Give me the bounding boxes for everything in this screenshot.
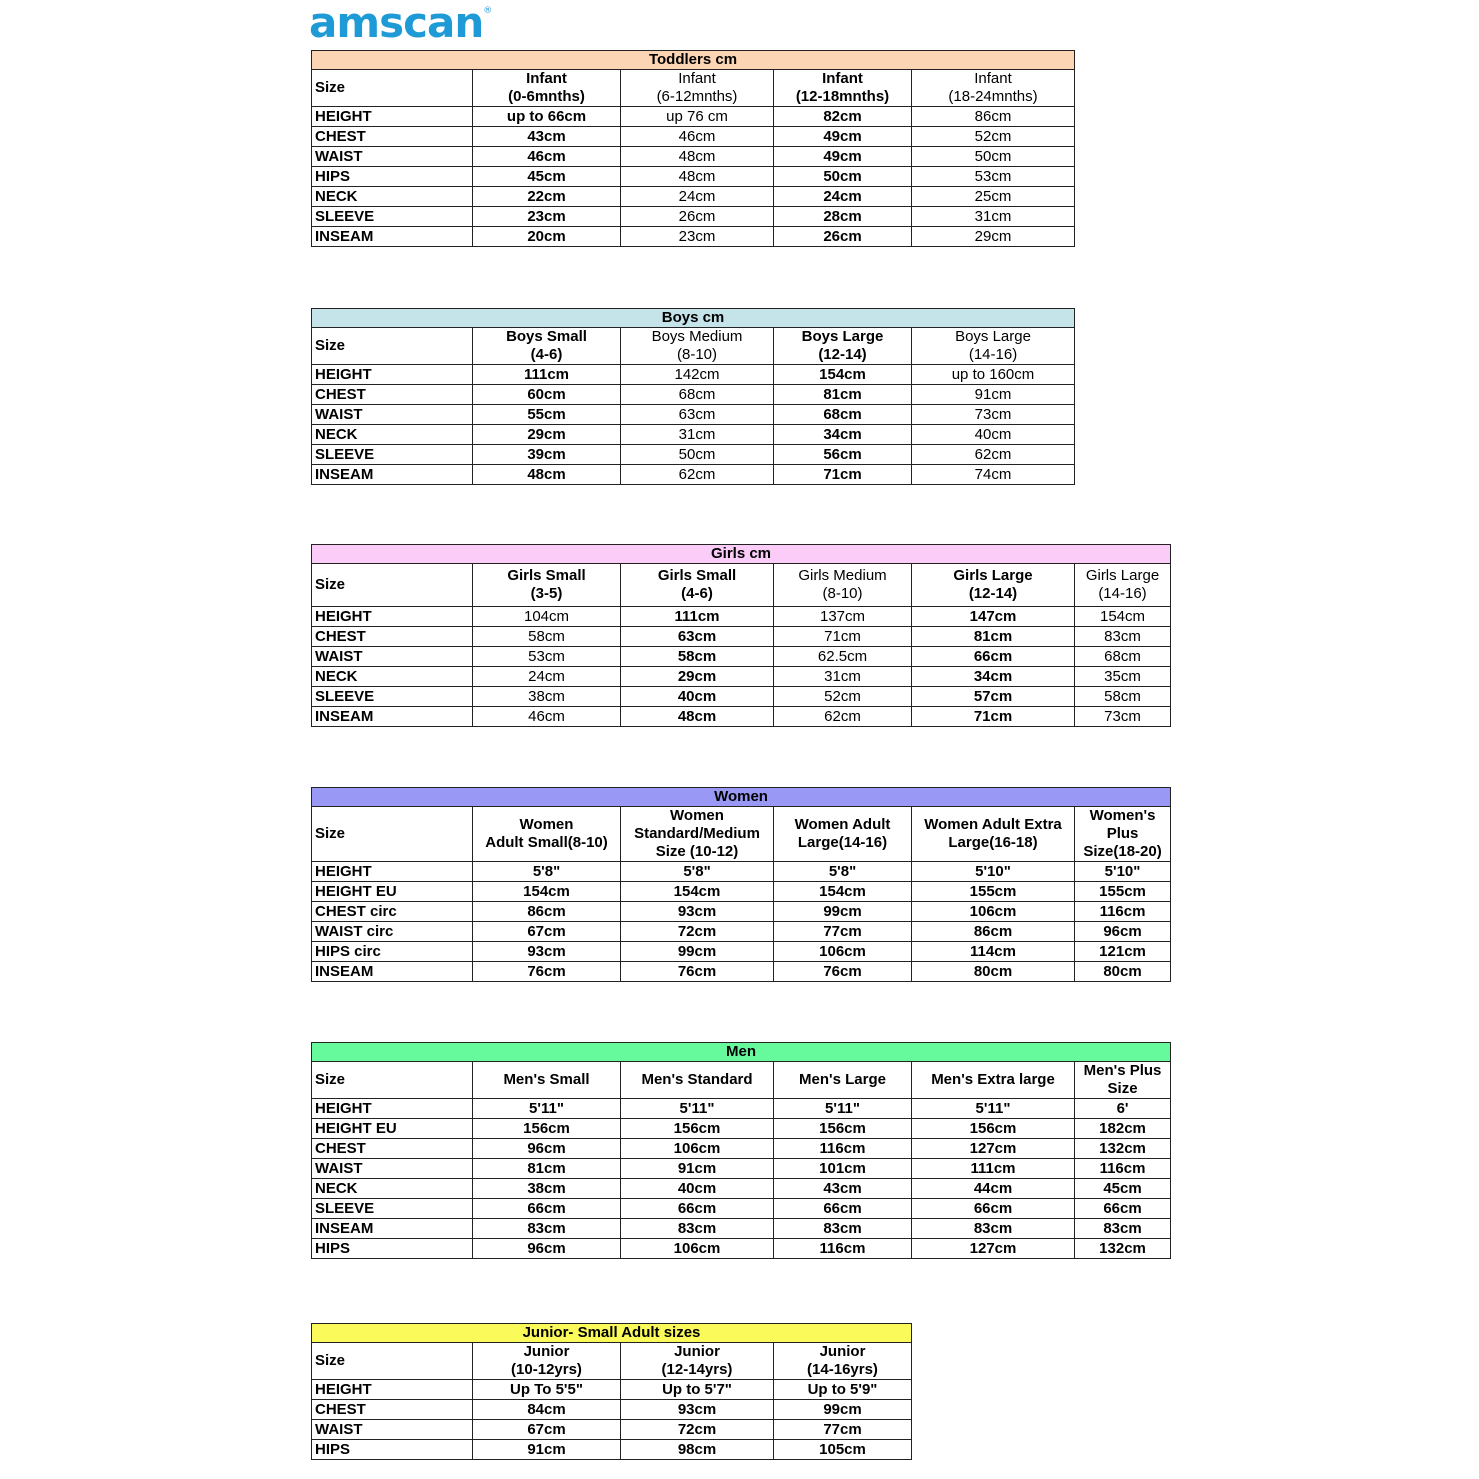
measurement-value: 76cm [473,962,621,982]
measurement-value: Up to 5'7" [621,1380,774,1400]
size-column-label: Size [312,564,473,607]
measurement-value: 93cm [621,902,774,922]
measurement-value: 86cm [912,107,1075,127]
men-table-title: Men [312,1043,1171,1062]
measurement-value: 5'8" [621,862,774,882]
measurement-label: HEIGHT [312,862,473,882]
boys-size-table [311,308,1075,485]
boys-table-title: Boys cm [312,309,1075,328]
measurement-value: 5'8" [473,862,621,882]
measurement-value: 5'11" [473,1099,621,1119]
measurement-value: 24cm [621,187,774,207]
measurement-value: 25cm [912,187,1075,207]
measurement-value: 66cm [912,1199,1075,1219]
measurement-value: 66cm [912,647,1075,667]
measurement-value: 76cm [774,962,912,982]
measurement-value: 5'11" [912,1099,1075,1119]
measurement-value: 26cm [621,207,774,227]
measurement-label: HIPS [312,167,473,187]
girls-table-title: Girls cm [312,545,1171,564]
size-header: Men's Large [774,1062,912,1099]
measurement-value: 5'11" [774,1099,912,1119]
measurement-value: 127cm [912,1139,1075,1159]
measurement-value: 52cm [774,687,912,707]
measurement-value: 116cm [1075,902,1171,922]
measurement-value: 106cm [621,1239,774,1259]
amscan-logo [309,0,491,47]
size-header: Women Standard/Medium Size (10-12) [621,807,774,862]
measurement-label: WAIST [312,1420,473,1440]
measurement-value: 84cm [473,1400,621,1420]
size-column-label: Size [312,1343,473,1380]
measurement-value: 38cm [473,1179,621,1199]
measurement-label: SLEEVE [312,1199,473,1219]
measurement-value: 106cm [621,1139,774,1159]
measurement-value: up to 66cm [473,107,621,127]
measurement-row [312,465,1075,485]
measurement-row [312,1400,912,1420]
measurement-value: 83cm [473,1219,621,1239]
measurement-value: 49cm [774,127,912,147]
measurement-value: 43cm [473,127,621,147]
measurement-value: 156cm [774,1119,912,1139]
measurement-value: 86cm [473,902,621,922]
measurement-value: up 76 cm [621,107,774,127]
measurement-value: 29cm [912,227,1075,247]
measurement-label: HEIGHT [312,1380,473,1400]
measurement-value: Up to 5'9" [774,1380,912,1400]
measurement-value: 91cm [912,385,1075,405]
measurement-row [312,1420,912,1440]
measurement-row [312,1179,1171,1199]
measurement-row [312,882,1171,902]
size-header: Men's Standard [621,1062,774,1099]
measurement-value: 52cm [912,127,1075,147]
measurement-value: 68cm [774,405,912,425]
measurement-row [312,942,1171,962]
measurement-row [312,127,1075,147]
size-header: Boys Large (14-16) [912,328,1075,365]
junior-table-title: Junior- Small Adult sizes [312,1324,912,1343]
measurement-value: 91cm [621,1159,774,1179]
measurement-value: 24cm [774,187,912,207]
measurement-value: 116cm [774,1139,912,1159]
measurement-row [312,107,1075,127]
measurement-value: 68cm [621,385,774,405]
measurement-label: HEIGHT EU [312,1119,473,1139]
measurement-value: 29cm [621,667,774,687]
measurement-label: INSEAM [312,465,473,485]
measurement-value: 156cm [621,1119,774,1139]
measurement-value: 111cm [621,607,774,627]
measurement-value: 50cm [774,167,912,187]
measurement-value: up to 160cm [912,365,1075,385]
measurement-value: 147cm [912,607,1075,627]
measurement-value: 31cm [621,425,774,445]
measurement-value: 96cm [1075,922,1171,942]
measurement-label: SLEEVE [312,207,473,227]
measurement-value: 71cm [774,627,912,647]
measurement-value: 5'11" [621,1099,774,1119]
measurement-value: 53cm [473,647,621,667]
measurement-value: 43cm [774,1179,912,1199]
measurement-value: 26cm [774,227,912,247]
measurement-value: 46cm [621,127,774,147]
size-column-label: Size [312,807,473,862]
measurement-label: INSEAM [312,227,473,247]
toddlers-table-title: Toddlers cm [312,51,1075,70]
measurement-value: 58cm [621,647,774,667]
measurement-value: 5'8" [774,862,912,882]
measurement-label: INSEAM [312,1219,473,1239]
size-header: Women Adult Large(14-16) [774,807,912,862]
measurement-label: WAIST circ [312,922,473,942]
measurement-value: 93cm [621,1400,774,1420]
size-header: Boys Medium (8-10) [621,328,774,365]
measurement-value: 22cm [473,187,621,207]
registered-mark: ® [483,6,492,16]
measurement-value: 28cm [774,207,912,227]
measurement-row [312,647,1171,667]
measurement-row [312,1219,1171,1239]
measurement-value: Up To 5'5" [473,1380,621,1400]
size-header: Boys Small (4-6) [473,328,621,365]
measurement-value: 45cm [473,167,621,187]
women-table-title: Women [312,788,1171,807]
size-header: Girls Large (12-14) [912,564,1075,607]
measurement-label: CHEST circ [312,902,473,922]
measurement-value: 101cm [774,1159,912,1179]
measurement-label: SLEEVE [312,445,473,465]
measurement-value: 34cm [774,425,912,445]
measurement-value: 62cm [912,445,1075,465]
size-column-label: Size [312,328,473,365]
measurement-value: 114cm [912,942,1075,962]
measurement-label: CHEST [312,627,473,647]
measurement-value: 106cm [774,942,912,962]
measurement-value: 154cm [774,882,912,902]
measurement-value: 71cm [912,707,1075,727]
size-header: Men's Small [473,1062,621,1099]
measurement-value: 83cm [621,1219,774,1239]
measurement-value: 38cm [473,687,621,707]
measurement-value: 99cm [621,942,774,962]
measurement-row [312,1239,1171,1259]
measurement-value: 93cm [473,942,621,962]
measurement-value: 48cm [621,147,774,167]
measurement-value: 99cm [774,902,912,922]
measurement-value: 77cm [774,922,912,942]
measurement-row [312,607,1171,627]
measurement-value: 40cm [621,1179,774,1199]
measurement-row [312,187,1075,207]
measurement-value: 96cm [473,1239,621,1259]
measurement-row [312,1159,1171,1179]
measurement-row [312,147,1075,167]
measurement-value: 46cm [473,707,621,727]
measurement-value: 142cm [621,365,774,385]
measurement-value: 31cm [912,207,1075,227]
measurement-label: CHEST [312,1139,473,1159]
size-header: Infant (0-6mnths) [473,70,621,107]
size-column-label: Size [312,1062,473,1099]
measurement-label: SLEEVE [312,687,473,707]
size-header: Girls Large (14-16) [1075,564,1171,607]
measurement-value: 53cm [912,167,1075,187]
measurement-value: 137cm [774,607,912,627]
measurement-value: 76cm [621,962,774,982]
measurement-row [312,405,1075,425]
size-header: Women Adult Small(8-10) [473,807,621,862]
measurement-value: 35cm [1075,667,1171,687]
measurement-row [312,1380,912,1400]
measurement-value: 116cm [1075,1159,1171,1179]
size-header: Infant (12-18mnths) [774,70,912,107]
measurement-value: 46cm [473,147,621,167]
measurement-value: 60cm [473,385,621,405]
measurement-value: 5'10" [1075,862,1171,882]
size-header: Women's Plus Size(18-20) [1075,807,1171,862]
measurement-label: CHEST [312,127,473,147]
measurement-value: 73cm [912,405,1075,425]
measurement-value: 48cm [621,167,774,187]
measurement-value: 154cm [621,882,774,902]
measurement-label: WAIST [312,147,473,167]
measurement-value: 6' [1075,1099,1171,1119]
measurement-value: 58cm [473,627,621,647]
measurement-value: 156cm [473,1119,621,1139]
measurement-value: 121cm [1075,942,1171,962]
measurement-row [312,1119,1171,1139]
measurement-value: 132cm [1075,1239,1171,1259]
measurement-value: 155cm [1075,882,1171,902]
measurement-row [312,385,1075,405]
measurement-value: 57cm [912,687,1075,707]
size-header: Men's Plus Size [1075,1062,1171,1099]
measurement-label: NECK [312,1179,473,1199]
size-header: Girls Small (4-6) [621,564,774,607]
measurement-value: 29cm [473,425,621,445]
size-header: Junior (14-16yrs) [774,1343,912,1380]
measurement-value: 23cm [473,207,621,227]
measurement-value: 99cm [774,1400,912,1420]
measurement-label: NECK [312,187,473,207]
measurement-value: 77cm [774,1420,912,1440]
measurement-label: NECK [312,425,473,445]
measurement-value: 83cm [774,1219,912,1239]
measurement-label: HIPS [312,1440,473,1460]
measurement-value: 74cm [912,465,1075,485]
measurement-value: 80cm [1075,962,1171,982]
size-header: Girls Small (3-5) [473,564,621,607]
measurement-label: NECK [312,667,473,687]
measurement-value: 62.5cm [774,647,912,667]
measurement-value: 67cm [473,922,621,942]
measurement-value: 23cm [621,227,774,247]
measurement-value: 82cm [774,107,912,127]
measurement-row [312,962,1171,982]
measurement-row [312,1099,1171,1119]
measurement-value: 44cm [912,1179,1075,1199]
measurement-value: 24cm [473,667,621,687]
measurement-row [312,922,1171,942]
measurement-value: 83cm [1075,1219,1171,1239]
measurement-row [312,425,1075,445]
measurement-value: 45cm [1075,1179,1171,1199]
measurement-label: WAIST [312,647,473,667]
women-size-table [311,787,1171,982]
measurement-label: CHEST [312,1400,473,1420]
measurement-value: 34cm [912,667,1075,687]
toddlers-size-table [311,50,1075,247]
measurement-value: 182cm [1075,1119,1171,1139]
measurement-value: 73cm [1075,707,1171,727]
measurement-row [312,227,1075,247]
measurement-value: 96cm [473,1139,621,1159]
measurement-value: 49cm [774,147,912,167]
size-header: Infant (18-24mnths) [912,70,1075,107]
measurement-label: WAIST [312,1159,473,1179]
measurement-label: HIPS [312,1239,473,1259]
measurement-value: 66cm [473,1199,621,1219]
measurement-value: 66cm [621,1199,774,1219]
measurement-value: 106cm [912,902,1075,922]
measurement-value: 56cm [774,445,912,465]
size-column-label: Size [312,70,473,107]
measurement-value: 104cm [473,607,621,627]
measurement-label: INSEAM [312,962,473,982]
measurement-label: HIPS circ [312,942,473,962]
measurement-value: 116cm [774,1239,912,1259]
measurement-label: HEIGHT [312,607,473,627]
measurement-value: 98cm [621,1440,774,1460]
measurement-value: 40cm [912,425,1075,445]
measurement-value: 155cm [912,882,1075,902]
measurement-value: 105cm [774,1440,912,1460]
measurement-value: 50cm [912,147,1075,167]
measurement-row [312,707,1171,727]
measurement-value: 71cm [774,465,912,485]
measurement-value: 68cm [1075,647,1171,667]
measurement-row [312,902,1171,922]
measurement-label: HEIGHT [312,365,473,385]
measurement-value: 111cm [912,1159,1075,1179]
measurement-row [312,167,1075,187]
measurement-row [312,1440,912,1460]
measurement-value: 72cm [621,922,774,942]
measurement-row [312,1199,1171,1219]
measurement-value: 111cm [473,365,621,385]
measurement-value: 81cm [774,385,912,405]
measurement-row [312,667,1171,687]
measurement-label: HEIGHT [312,1099,473,1119]
measurement-value: 31cm [774,667,912,687]
junior-size-table [311,1323,912,1460]
measurement-value: 5'10" [912,862,1075,882]
measurement-value: 91cm [473,1440,621,1460]
measurement-value: 48cm [473,465,621,485]
measurement-value: 63cm [621,405,774,425]
measurement-value: 58cm [1075,687,1171,707]
measurement-value: 62cm [621,465,774,485]
size-header: Junior (10-12yrs) [473,1343,621,1380]
size-header: Men's Extra large [912,1062,1075,1099]
measurement-value: 67cm [473,1420,621,1440]
measurement-label: HEIGHT EU [312,882,473,902]
size-header: Boys Large (12-14) [774,328,912,365]
measurement-value: 63cm [621,627,774,647]
measurement-value: 62cm [774,707,912,727]
measurement-value: 66cm [1075,1199,1171,1219]
measurement-value: 20cm [473,227,621,247]
measurement-value: 154cm [473,882,621,902]
measurement-value: 66cm [774,1199,912,1219]
measurement-value: 83cm [912,1219,1075,1239]
measurement-row [312,445,1075,465]
measurement-row [312,1139,1171,1159]
measurement-value: 50cm [621,445,774,465]
measurement-label: HEIGHT [312,107,473,127]
measurement-value: 154cm [1075,607,1171,627]
measurement-value: 83cm [1075,627,1171,647]
measurement-value: 72cm [621,1420,774,1440]
measurement-value: 86cm [912,922,1075,942]
measurement-label: CHEST [312,385,473,405]
measurement-value: 48cm [621,707,774,727]
size-header: Junior (12-14yrs) [621,1343,774,1380]
men-size-table [311,1042,1171,1259]
logo-text: amscan [309,0,484,47]
measurement-row [312,365,1075,385]
measurement-row [312,207,1075,227]
measurement-value: 81cm [912,627,1075,647]
measurement-value: 156cm [912,1119,1075,1139]
measurement-value: 81cm [473,1159,621,1179]
measurement-label: INSEAM [312,707,473,727]
measurement-row [312,627,1171,647]
size-header: Women Adult Extra Large(16-18) [912,807,1075,862]
measurement-value: 132cm [1075,1139,1171,1159]
girls-size-table [311,544,1171,727]
measurement-value: 154cm [774,365,912,385]
measurement-label: WAIST [312,405,473,425]
measurement-value: 40cm [621,687,774,707]
size-header: Infant (6-12mnths) [621,70,774,107]
measurement-row [312,862,1171,882]
size-header: Girls Medium (8-10) [774,564,912,607]
measurement-value: 80cm [912,962,1075,982]
measurement-value: 55cm [473,405,621,425]
measurement-value: 127cm [912,1239,1075,1259]
measurement-row [312,687,1171,707]
measurement-value: 39cm [473,445,621,465]
